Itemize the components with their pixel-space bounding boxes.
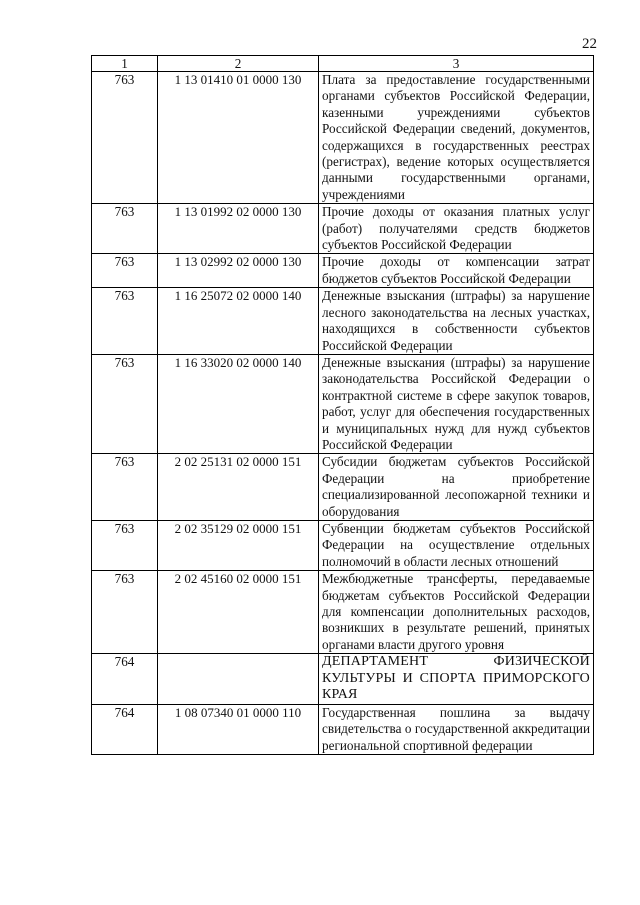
admin-code-cell: 763	[92, 254, 158, 288]
revenue-description-cell: Субвенции бюджетам субъектов Российской Федерации на осуществление отдельных полномочий в области лесных отношений	[319, 520, 594, 570]
budget-revenue-table	[91, 55, 594, 755]
admin-code-cell: 763	[92, 72, 158, 204]
admin-code-cell: 764	[92, 705, 158, 755]
revenue-description-cell: Межбюджетные трансферты, передаваемые бюджетам субъектов Российской Федерации для компенсации дополнительных расходов, возникших в результате решений, принятых органами власти другого уровня	[319, 571, 594, 654]
admin-code-cell: 764	[92, 654, 158, 705]
table-row	[92, 705, 594, 755]
revenue-code-cell: 1 13 02992 02 0000 130	[158, 254, 319, 288]
table-row	[92, 454, 594, 521]
revenue-code-cell: 1 13 01410 01 0000 130	[158, 72, 319, 204]
admin-code-cell: 763	[92, 520, 158, 570]
admin-code-cell: 763	[92, 454, 158, 521]
revenue-code-cell: 1 13 01992 02 0000 130	[158, 204, 319, 254]
revenue-code-cell: 1 08 07340 01 0000 110	[158, 705, 319, 755]
revenue-description-cell: Прочие доходы от компенсации затрат бюджетов субъектов Российской Федерации	[319, 254, 594, 288]
revenue-code-cell: 2 02 35129 02 0000 151	[158, 520, 319, 570]
revenue-description-cell: Денежные взыскания (штрафы) за нарушение законодательства Российской Федерации о контрактной системе в сфере закупок товаров, работ, услуг для обеспечения государственных и муниципальных нужд для нужд субъектов Российской Федерации	[319, 354, 594, 453]
revenue-description-cell: Прочие доходы от оказания платных услуг (работ) получателями средств бюджетов субъектов Российской Федерации	[319, 204, 594, 254]
revenue-description-cell: Денежные взыскания (штрафы) за нарушение лесного законодательства на лесных участках, находящихся в собственности субъектов Российской Федерации	[319, 288, 594, 355]
revenue-description-cell: Плата за предоставление государственными органами субъектов Российской Федерации, казенными учреждениями субъектов Российской Федерации сведений, документов, содержащихся в государственных реестрах (регистрах), ведение которых осуществляется данными государственными органами, учреждениями	[319, 72, 594, 204]
table-row	[92, 354, 594, 453]
table-row	[92, 254, 594, 288]
revenue-code-cell: 1 16 25072 02 0000 140	[158, 288, 319, 355]
table-row	[92, 288, 594, 355]
admin-code-cell: 763	[92, 571, 158, 654]
column-header-1: 1	[92, 56, 158, 72]
revenue-code-cell: 1 16 33020 02 0000 140	[158, 354, 319, 453]
revenue-code-cell	[158, 654, 319, 705]
table-row	[92, 571, 594, 654]
table-row	[92, 520, 594, 570]
revenue-description-cell: Государственная пошлина за выдачу свидетельства о государственной аккредитации региональной спортивной федерации	[319, 705, 594, 755]
admin-code-cell: 763	[92, 288, 158, 355]
revenue-code-cell: 2 02 45160 02 0000 151	[158, 571, 319, 654]
revenue-code-cell: 2 02 25131 02 0000 151	[158, 454, 319, 521]
revenue-description-cell: Субсидии бюджетам субъектов Российской Федерации на приобретение специализированной лесопожарной техники и оборудования	[319, 454, 594, 521]
table-header-row	[92, 56, 594, 72]
revenue-description-cell: ДЕПАРТАМЕНТ ФИЗИЧЕСКОЙ КУЛЬТУРЫ И СПОРТА ПРИМОРСКОГО КРАЯ	[319, 654, 594, 705]
column-header-3: 3	[319, 56, 594, 72]
table-row	[92, 204, 594, 254]
admin-code-cell: 763	[92, 204, 158, 254]
table-section-row	[92, 654, 594, 705]
table-row	[92, 72, 594, 204]
admin-code-cell: 763	[92, 354, 158, 453]
column-header-2: 2	[158, 56, 319, 72]
page-number: 22	[582, 36, 597, 52]
